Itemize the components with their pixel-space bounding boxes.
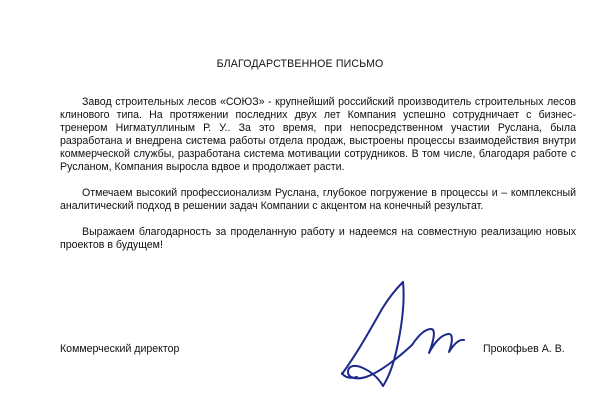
paragraph-professionalism: Отмечаем высокий профессионализм Руслана, глубокое погружение в процессы и – комплексный аналитический подход в решении задач Компании с акцентом на конечный результат. — [60, 187, 576, 212]
letter-body — [60, 96, 576, 265]
signatory-name: Прокофьев А. В. — [483, 343, 565, 355]
paragraph-company-cooperation: Завод строительных лесов «СОЮЗ» - крупнейший российский производитель строительных лесов клинового типа. На протяжении последних двух лет Компания успешно сотрудничает с бизнес-тренером Нигматуллиным Р. У.. За это время, при непосредственном участии Руслана, была разработана и внедрена система работы отдела продаж, выстроены процессы взаимодействия внутри коммерческой службы, разработана система мотивации сотрудников. В том числе, благодаря работе с Русланом, Компания выросла вдвое и продолжает расти. — [60, 96, 576, 173]
letter-title: БЛАГОДАРСТВЕННОЕ ПИСЬМО — [216, 58, 384, 70]
handwritten-signature — [330, 278, 470, 390]
paragraph-gratitude: Выражаем благодарность за проделанную работу и надеемся на совместную реализацию новых проектов в будущем! — [60, 226, 576, 251]
signatory-position: Коммерческий директор — [60, 343, 180, 355]
